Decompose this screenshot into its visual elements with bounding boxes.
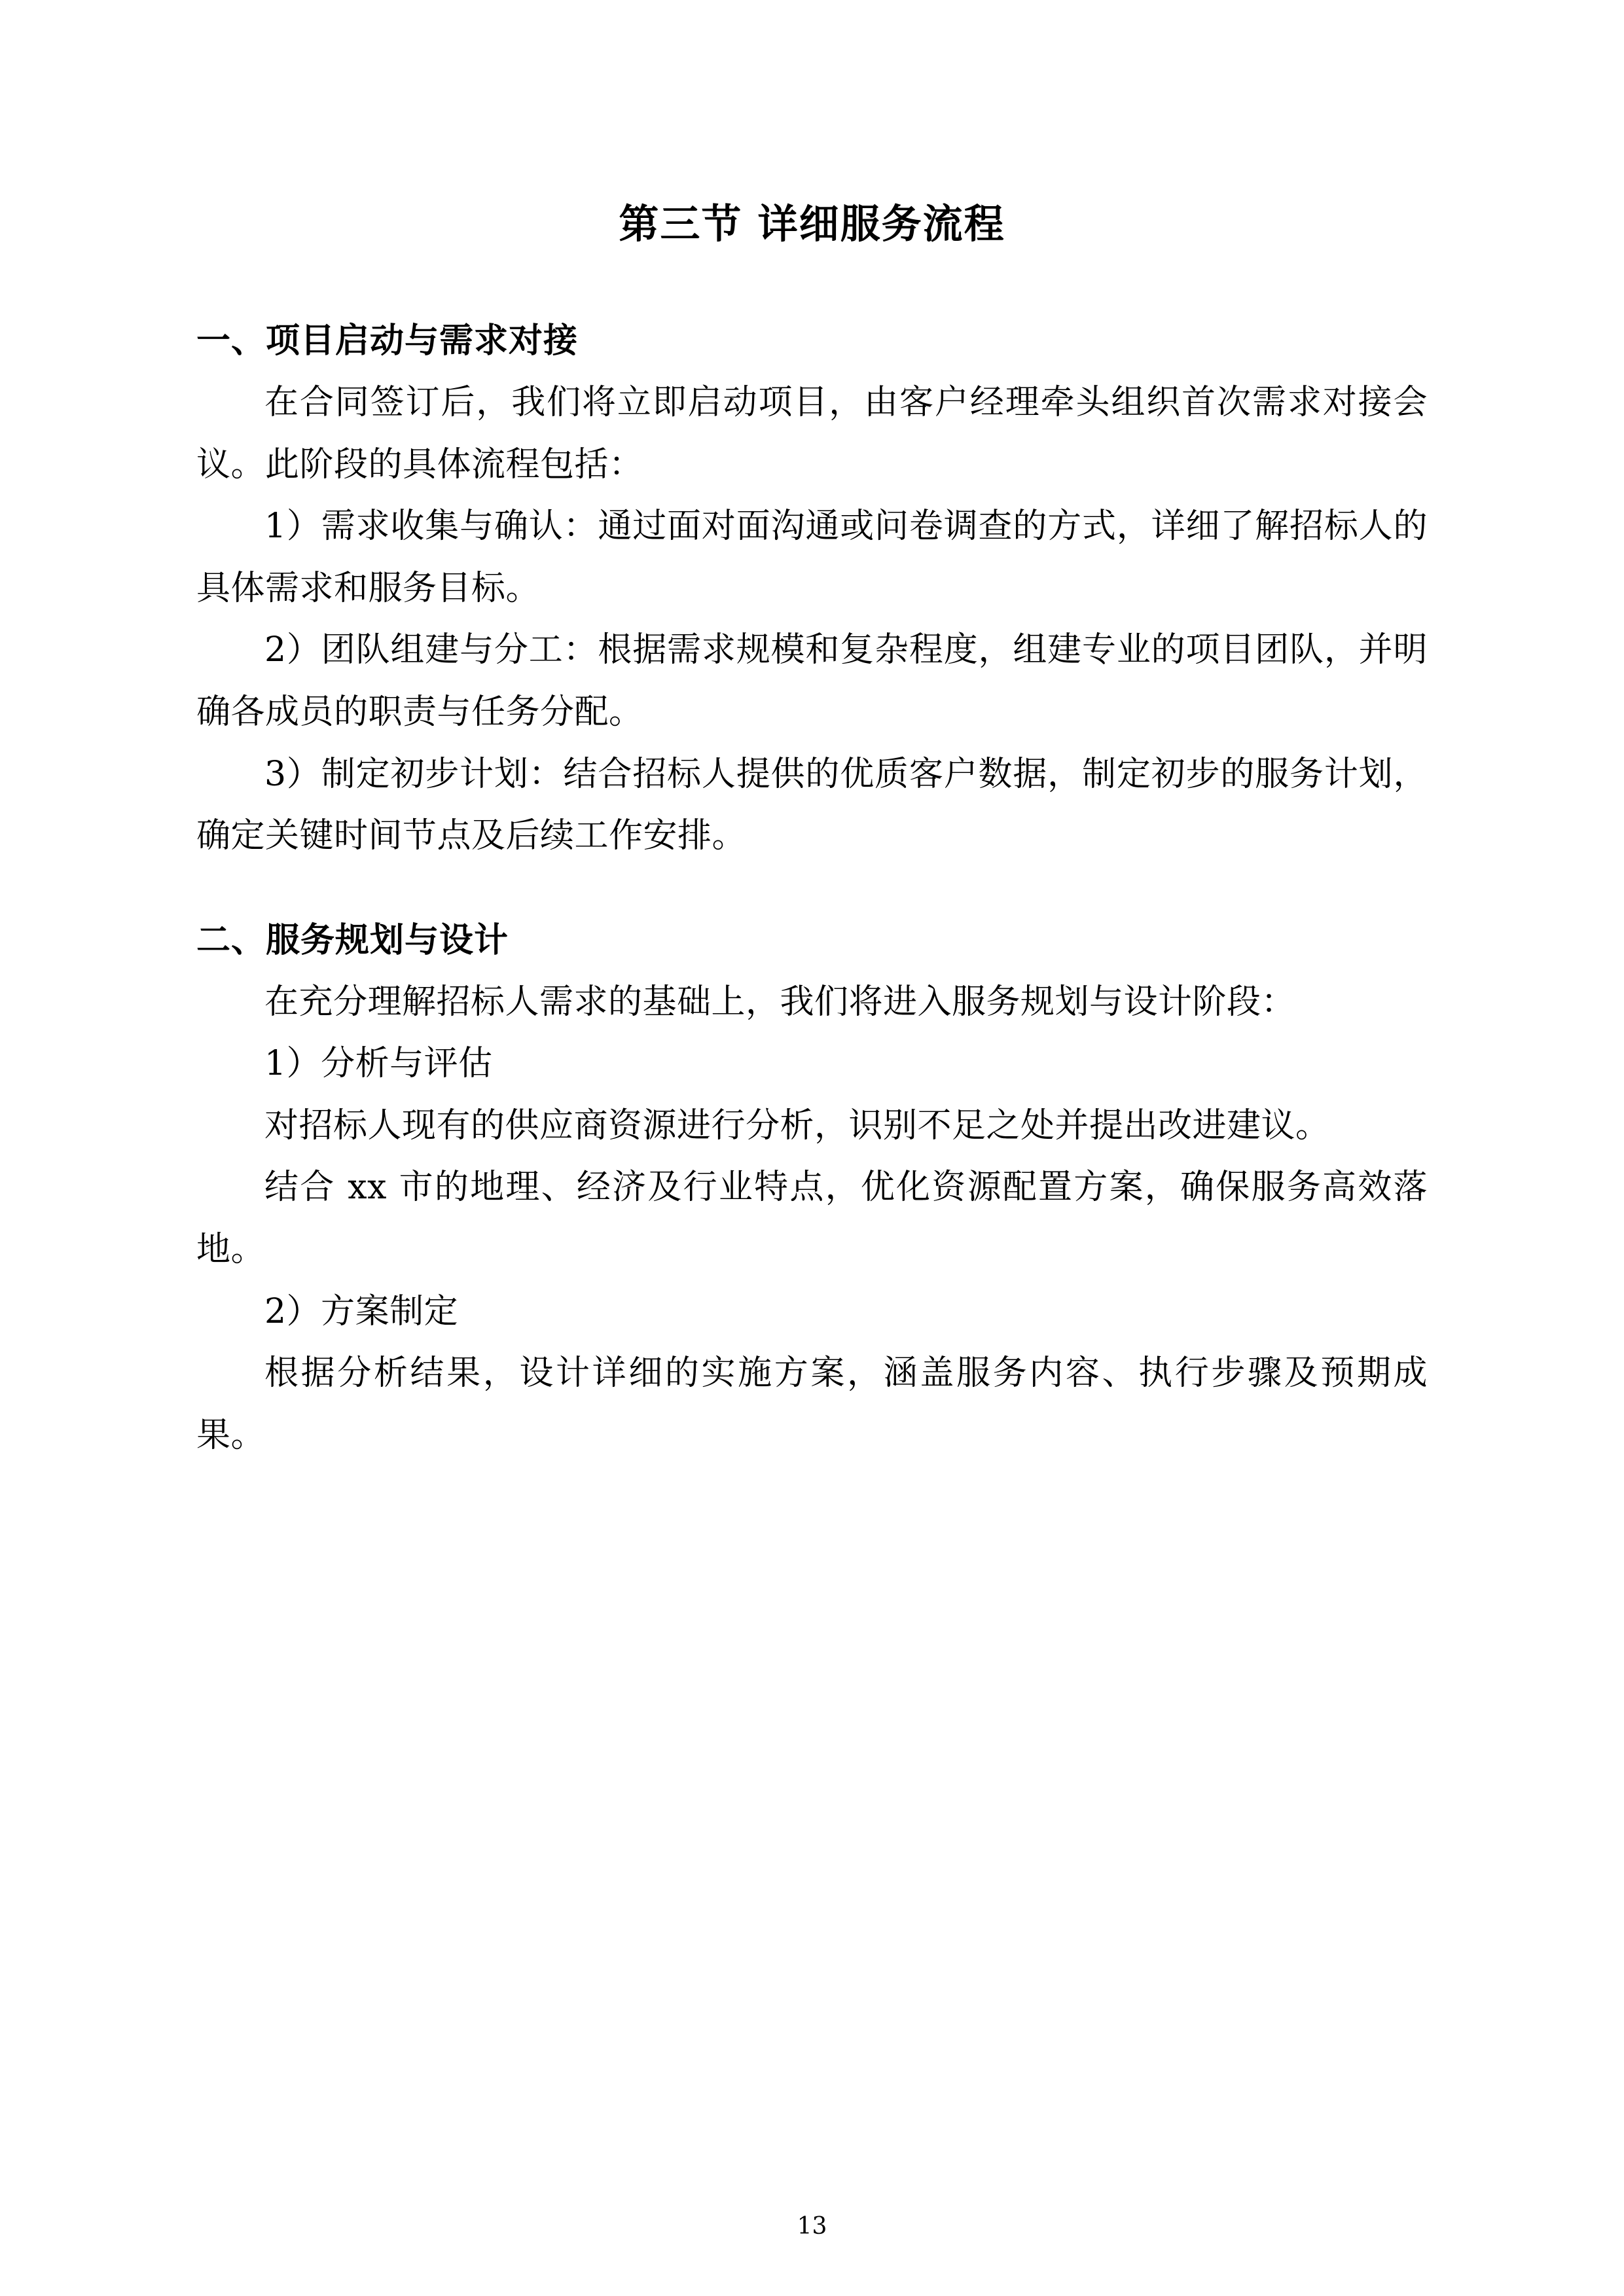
section-heading-1: 一、项目启动与需求对接 xyxy=(196,321,579,361)
section-heading-2: 二、服务规划与设计 xyxy=(196,920,509,960)
paragraph-2-3: 对招标人现有的供应商资源进行分析，识别不足之处并提出改进建议。 xyxy=(264,1105,1330,1145)
paragraph-1-1: 在合同签订后，我们将立即启动项目，由客户经理牵头组织首次需求对接会议。此阶段的具体流程包括： xyxy=(196,382,1428,484)
paragraph-1-4: 3）制定初步计划：结合招标人提供的优质客户数据，制定初步的服务计划，确定关键时间节点及后续工作安排。 xyxy=(196,754,1428,856)
paragraph-1-2: 1）需求收集与确认：通过面对面沟通或问卷调查的方式，详细了解招标人的具体需求和服务目标。 xyxy=(196,507,1428,608)
paragraph-2-6: 根据分析结果，设计详细的实施方案，涵盖服务内容、执行步骤及预期成果。 xyxy=(196,1354,1428,1455)
section-divider xyxy=(196,867,1428,914)
paragraph-2-4: 结合 xx 市的地理、经济及行业特点，优化资源配置方案，确保服务高效落地。 xyxy=(196,1168,1428,1270)
paragraph-2-5: 2）方案制定 xyxy=(264,1291,459,1331)
paragraph-2-1: 在充分理解招标人需求的基础上，我们将进入服务规划与设计阶段： xyxy=(264,982,1296,1022)
paragraph-1-3: 2）团队组建与分工：根据需求规模和复杂程度，组建专业的项目团队，并明确各成员的职责与任务分配。 xyxy=(196,630,1428,732)
page-title: 第三节 详细服务流程 xyxy=(619,201,1005,247)
paragraph-2-2: 1）分析与评估 xyxy=(264,1044,493,1084)
page-number: 13 xyxy=(797,2213,827,2240)
